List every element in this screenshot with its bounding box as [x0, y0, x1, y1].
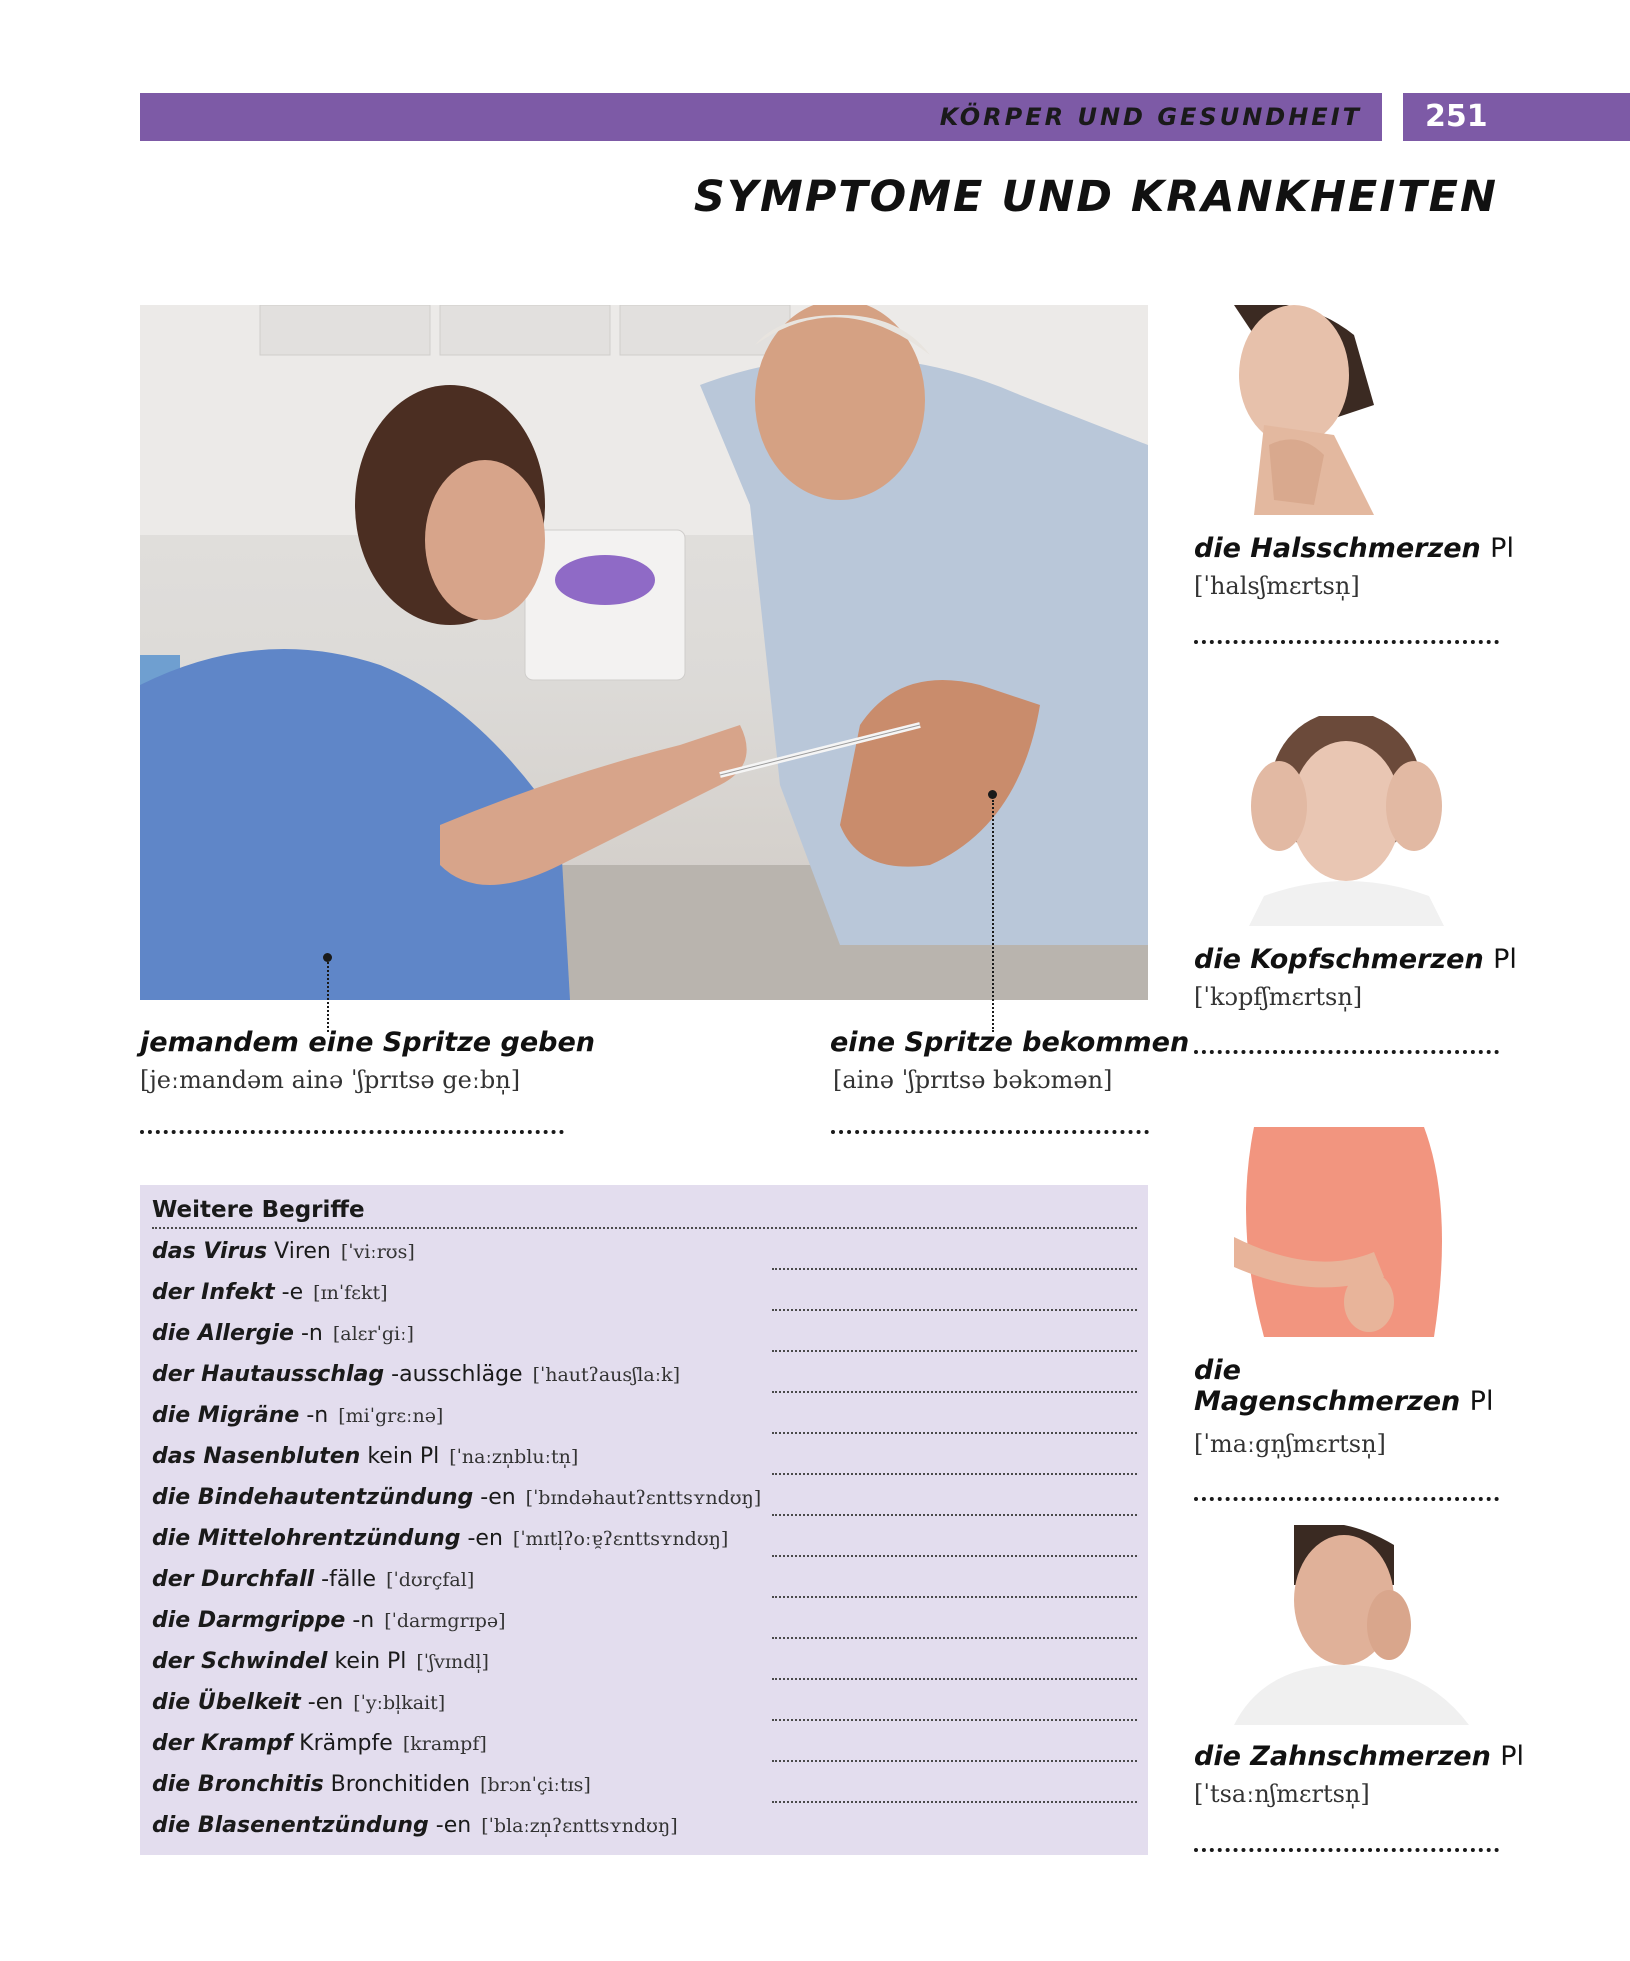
- caption-give-injection: jemandem eine Spritze geben: [140, 1027, 595, 1058]
- term-word: die Bindehautentzündung: [152, 1485, 474, 1510]
- side-term-plural: Pl: [1500, 1741, 1525, 1772]
- term-ipa: [ɪnˈfɛkt]: [313, 1282, 388, 1304]
- term-plural: -ausschläge: [391, 1362, 523, 1387]
- term-row: [152, 1475, 1137, 1516]
- caption-receive-injection: eine Spritze bekommen: [830, 1027, 1190, 1058]
- side-term: [1194, 1355, 1514, 1417]
- term-ipa: [ˈblaːzn̩ʔɛnttsʏndʊŋ]: [481, 1815, 678, 1837]
- term-row: [152, 1352, 1137, 1393]
- stomach-ache-photo: [1194, 1127, 1499, 1337]
- term-plural: -n: [306, 1403, 329, 1428]
- answer-line-right: [831, 1130, 1149, 1134]
- side-term-word: die Kopfschmerzen: [1194, 944, 1484, 975]
- term-plural: -e: [281, 1280, 304, 1305]
- term-plural: kein Pl: [334, 1649, 407, 1674]
- toothache-illustration: [1194, 1525, 1499, 1725]
- term-word: der Krampf: [152, 1731, 293, 1756]
- term-row: [152, 1803, 1137, 1844]
- marker-dot-right: [988, 790, 997, 799]
- term-row: [152, 1434, 1137, 1475]
- term-ipa: [ˈnaːzn̩bluːtn̩]: [449, 1446, 579, 1468]
- further-terms-box: [140, 1185, 1148, 1855]
- side-term-ipa: [ˈkɔpfʃmɛrtsn̩]: [1194, 983, 1363, 1011]
- answer-line-left: [140, 1130, 564, 1134]
- side-term-word: die Halsschmerzen: [1194, 533, 1481, 564]
- term-row: [152, 1270, 1137, 1311]
- section-title: KÖRPER UND GESUNDHEIT: [939, 103, 1362, 131]
- term-plural: -en: [467, 1526, 503, 1551]
- term-word: die Migräne: [152, 1403, 300, 1428]
- page-number: 251: [1425, 99, 1488, 134]
- term-ipa: [ˈdarmgrɪpə]: [384, 1610, 506, 1632]
- term-word: der Schwindel: [152, 1649, 328, 1674]
- marker-line-right: [992, 800, 994, 1032]
- term-ipa: [ˈdʊrçfal]: [386, 1569, 475, 1591]
- term-word: die Allergie: [152, 1321, 294, 1346]
- term-ipa: [ˈviːrʊs]: [340, 1241, 415, 1263]
- caption-receive-injection-ipa: [ainə ˈʃprɪtsə bəkɔmən]: [833, 1066, 1113, 1094]
- sore-throat-photo: [1194, 305, 1499, 515]
- sore-throat-illustration: [1194, 305, 1499, 515]
- side-term: [1194, 1741, 1524, 1772]
- side-answer-line: [1194, 640, 1499, 644]
- side-answer-line: [1194, 1050, 1499, 1054]
- term-ipa: [krampf]: [402, 1733, 487, 1755]
- term-row: [152, 1680, 1137, 1721]
- term-plural: -n: [300, 1321, 323, 1346]
- term-plural: -n: [352, 1608, 375, 1633]
- term-ipa: [ˈyːbl̩kait]: [353, 1692, 446, 1714]
- section-header-bar: [140, 93, 1382, 141]
- term-word: die Übelkeit: [152, 1690, 301, 1715]
- side-term: [1194, 533, 1514, 564]
- term-row: [152, 1639, 1137, 1680]
- term-word: das Nasenbluten: [152, 1444, 361, 1469]
- side-term-plural: Pl: [1469, 1386, 1494, 1417]
- page-number-box: [1403, 93, 1630, 141]
- term-word: die Mittelohrentzündung: [152, 1526, 461, 1551]
- side-term-ipa: [ˈhalsʃmɛrtsn̩]: [1194, 572, 1360, 600]
- side-answer-line: [1194, 1848, 1499, 1852]
- side-term-word: die Zahnschmerzen: [1194, 1741, 1491, 1772]
- side-term-plural: Pl: [1490, 533, 1514, 564]
- toothache-photo: [1194, 1525, 1499, 1725]
- side-term-word: die Magenschmerzen: [1194, 1355, 1461, 1417]
- side-answer-line: [1194, 1497, 1499, 1501]
- term-ipa: [ˈʃvɪndl̩]: [416, 1651, 489, 1673]
- side-term-plural: Pl: [1493, 944, 1517, 975]
- stomach-ache-illustration: [1194, 1127, 1499, 1337]
- term-row: [152, 1229, 1137, 1270]
- term-word: der Hautausschlag: [152, 1362, 385, 1387]
- term-row: [152, 1393, 1137, 1434]
- term-word: der Infekt: [152, 1280, 275, 1305]
- marker-dot-left: [323, 953, 332, 962]
- term-ipa: [brɔnˈçiːtɪs]: [480, 1774, 591, 1796]
- term-row: [152, 1516, 1137, 1557]
- term-plural: -en: [307, 1690, 344, 1715]
- side-term: [1194, 944, 1517, 975]
- term-ipa: [alɛrˈgiː]: [332, 1323, 414, 1345]
- marker-line-left: [327, 962, 329, 1032]
- injection-photo: [140, 305, 1148, 1000]
- caption-give-injection-ipa: [jeːmandəm ainə ˈʃprɪtsə geːbn̩]: [140, 1066, 521, 1094]
- term-ipa: [ˈmɪtl̩ʔoːɐ̯ʔɛnttsʏndʊŋ]: [512, 1528, 729, 1550]
- term-word: die Darmgrippe: [152, 1608, 346, 1633]
- term-plural: Bronchitiden: [330, 1772, 471, 1797]
- injection-illustration: [140, 305, 1148, 1000]
- term-plural: Krämpfe: [299, 1731, 393, 1756]
- term-row: [152, 1762, 1137, 1803]
- side-term-ipa: [ˈmaːgn̩ʃmɛrtsn̩]: [1194, 1430, 1386, 1458]
- term-row: [152, 1311, 1137, 1352]
- term-ipa: [miˈgrɛːnə]: [338, 1405, 444, 1427]
- term-word: das Virus: [152, 1239, 268, 1264]
- headache-illustration: [1194, 716, 1499, 926]
- term-row: [152, 1557, 1137, 1598]
- term-ipa: [ˈbɪndəhautʔɛnttsʏndʊŋ]: [525, 1487, 762, 1509]
- term-row: [152, 1721, 1137, 1762]
- term-plural: -en: [480, 1485, 516, 1510]
- term-row: [152, 1598, 1137, 1639]
- page-title: SYMPTOME UND KRANKHEITEN: [693, 172, 1498, 222]
- term-plural: kein Pl: [367, 1444, 440, 1469]
- term-plural: Viren: [274, 1239, 331, 1264]
- term-word: der Durchfall: [152, 1567, 315, 1592]
- term-word: die Blasenentzündung: [152, 1813, 429, 1838]
- term-ipa: [ˈhautʔausʃlaːk]: [532, 1364, 681, 1386]
- term-plural: -fälle: [321, 1567, 377, 1592]
- term-word: die Bronchitis: [152, 1772, 324, 1797]
- term-plural: -en: [435, 1813, 472, 1838]
- side-term-ipa: [ˈtsaːnʃmɛrtsn̩]: [1194, 1780, 1370, 1808]
- terms-heading: Weitere Begriffe: [152, 1197, 365, 1223]
- headache-photo: [1194, 716, 1499, 926]
